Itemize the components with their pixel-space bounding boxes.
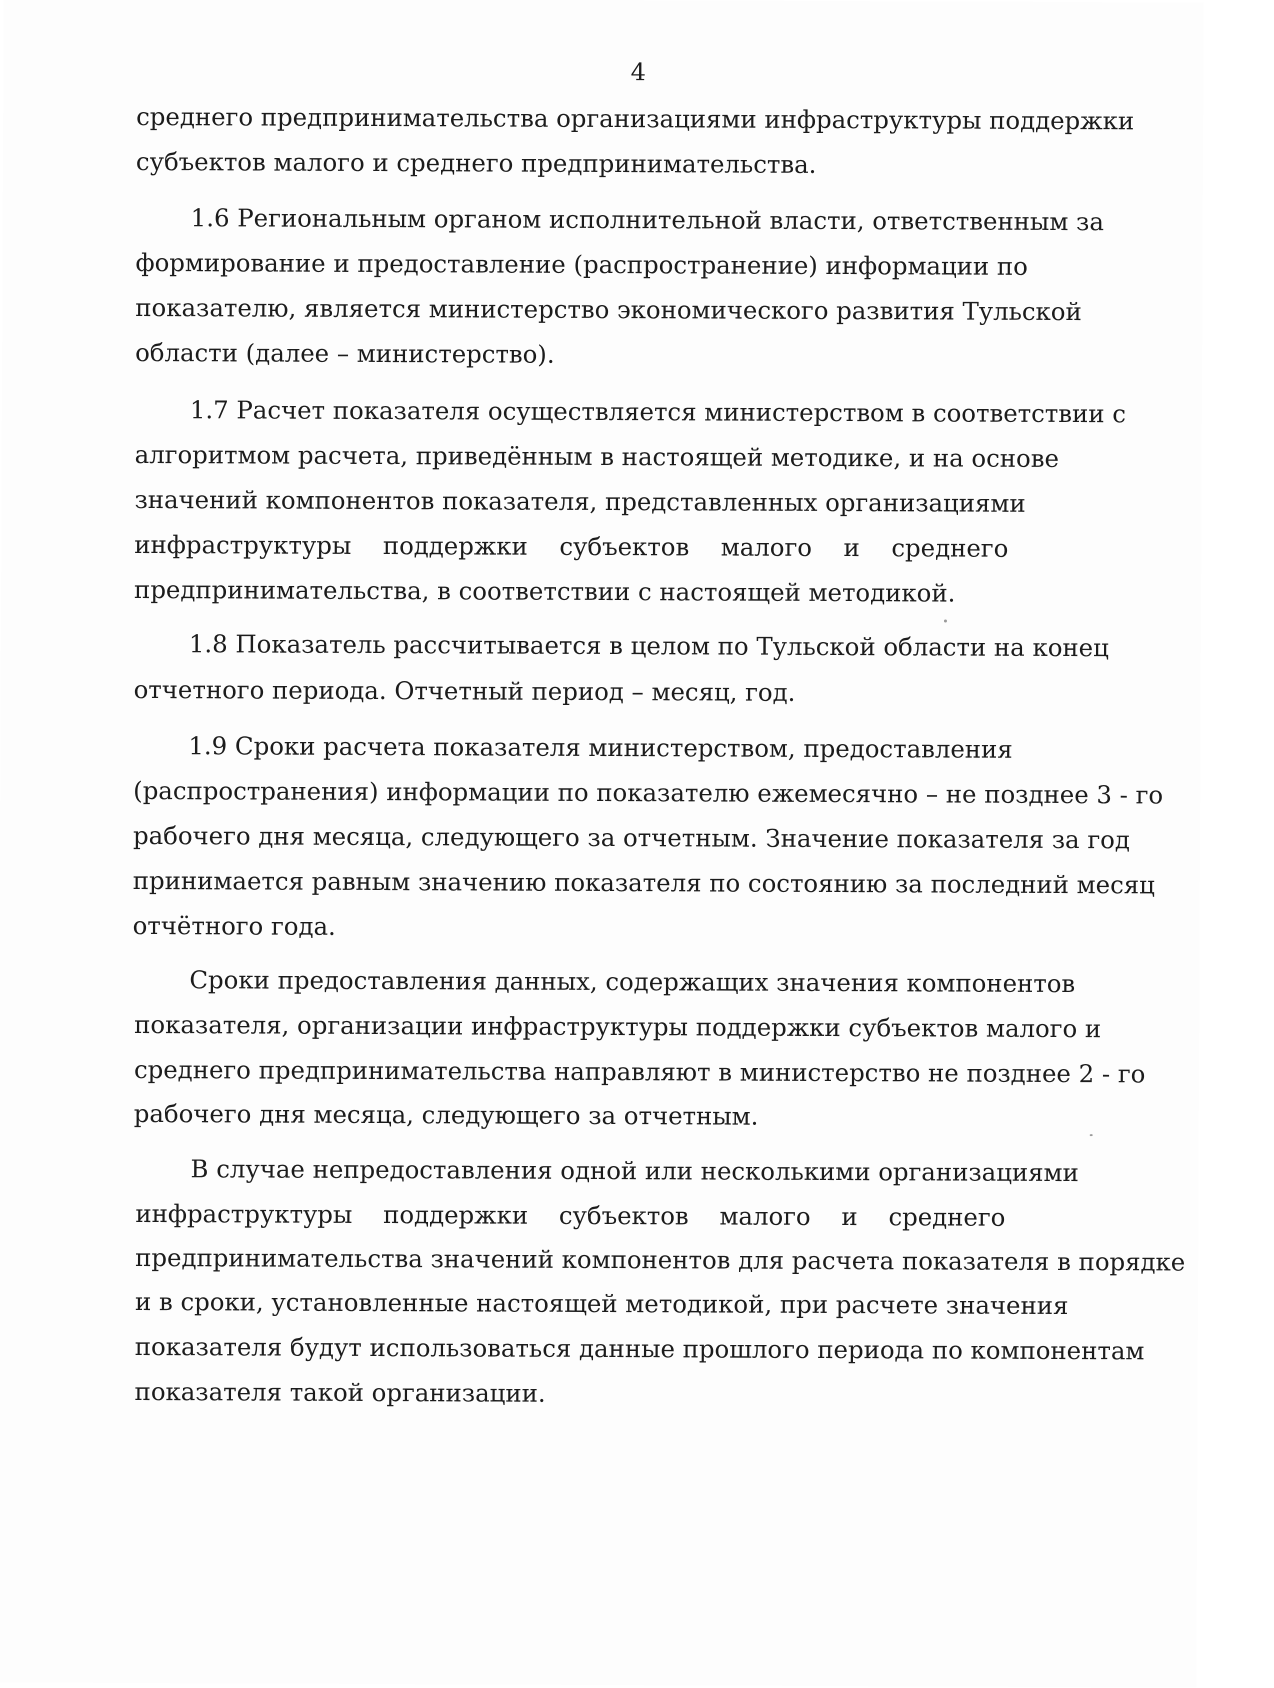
text-line: предпринимательства значений компонентов для расчета показателя в порядке <box>135 1242 1186 1277</box>
text-line: формирование и предоставление (распространение) информации по <box>135 247 1028 281</box>
text-line: показателя такой организации. <box>134 1376 546 1408</box>
text-line: предпринимательства, в соответствии с настоящей методикой. <box>134 574 956 608</box>
text-line: отчётного года. <box>132 910 336 941</box>
scan-speck <box>1090 1134 1093 1136</box>
text-line: 1.7 Расчет показателя осуществляется министерством в соответствии с <box>189 395 1127 429</box>
text-line: показателю, является министерство экономического развития Тульской <box>135 292 1082 327</box>
text-line: В случае непредоставления одной или несколькими организациями <box>190 1154 1079 1188</box>
scan-speck <box>944 619 947 622</box>
text-line: Сроки предоставления данных, содержащих значения компонентов <box>189 965 1076 999</box>
text-line: 1.9 Сроки расчета показателя министерством, предоставления <box>188 731 1013 764</box>
text-line: инфраструктуры поддержки субъектов малого и среднего <box>134 529 1009 563</box>
text-line: отчетного периода. Отчетный период – месяц, год. <box>133 674 796 707</box>
text-line: области (далее – министерство). <box>135 337 555 369</box>
text-line: алгоритмом расчета, приведённым в настоящей методике, и на основе <box>134 439 1059 473</box>
text-line: принимается равным значению показателя по состоянию за последний месяц <box>132 865 1155 900</box>
text-line: субъектов малого и среднего предпринимательства. <box>135 146 817 179</box>
text-line: среднего предпринимательства направляют в министерство не позднее 2 - го <box>133 1054 1146 1089</box>
paragraph-intro-continuation <box>4 0 1204 179</box>
text-line: показателя, организации инфраструктуры поддержки субъектов малого и <box>134 1009 1102 1044</box>
text-line: рабочего дня месяца, следующего за отчетным. Значение показателя за год <box>132 820 1130 855</box>
text-line: (распространения) информации по показателю ежемесячно – не позднее 3 - го <box>133 775 1164 810</box>
text-line: значений компонентов показателя, представленных организациями <box>134 484 1026 518</box>
text-line: среднего предпринимательства организациями инфраструктуры поддержки <box>136 101 1135 136</box>
text-line: 1.6 Региональным органом исполнительной власти, ответственным за <box>190 203 1104 237</box>
text-line: показателя будут использоваться данные прошлого периода по компонентам <box>134 1331 1145 1366</box>
text-line: 1.8 Показатель рассчитывается в целом по Тульской области на конец <box>188 629 1109 663</box>
text-line: и в сроки, установленные настоящей методикой, при расчете значения <box>134 1286 1069 1321</box>
text-line: рабочего дня месяца, следующего за отчетным. <box>133 1098 759 1131</box>
text-line: инфраструктуры поддержки субъектов малого и среднего <box>135 1198 1006 1232</box>
page-number: 4 <box>630 58 647 87</box>
